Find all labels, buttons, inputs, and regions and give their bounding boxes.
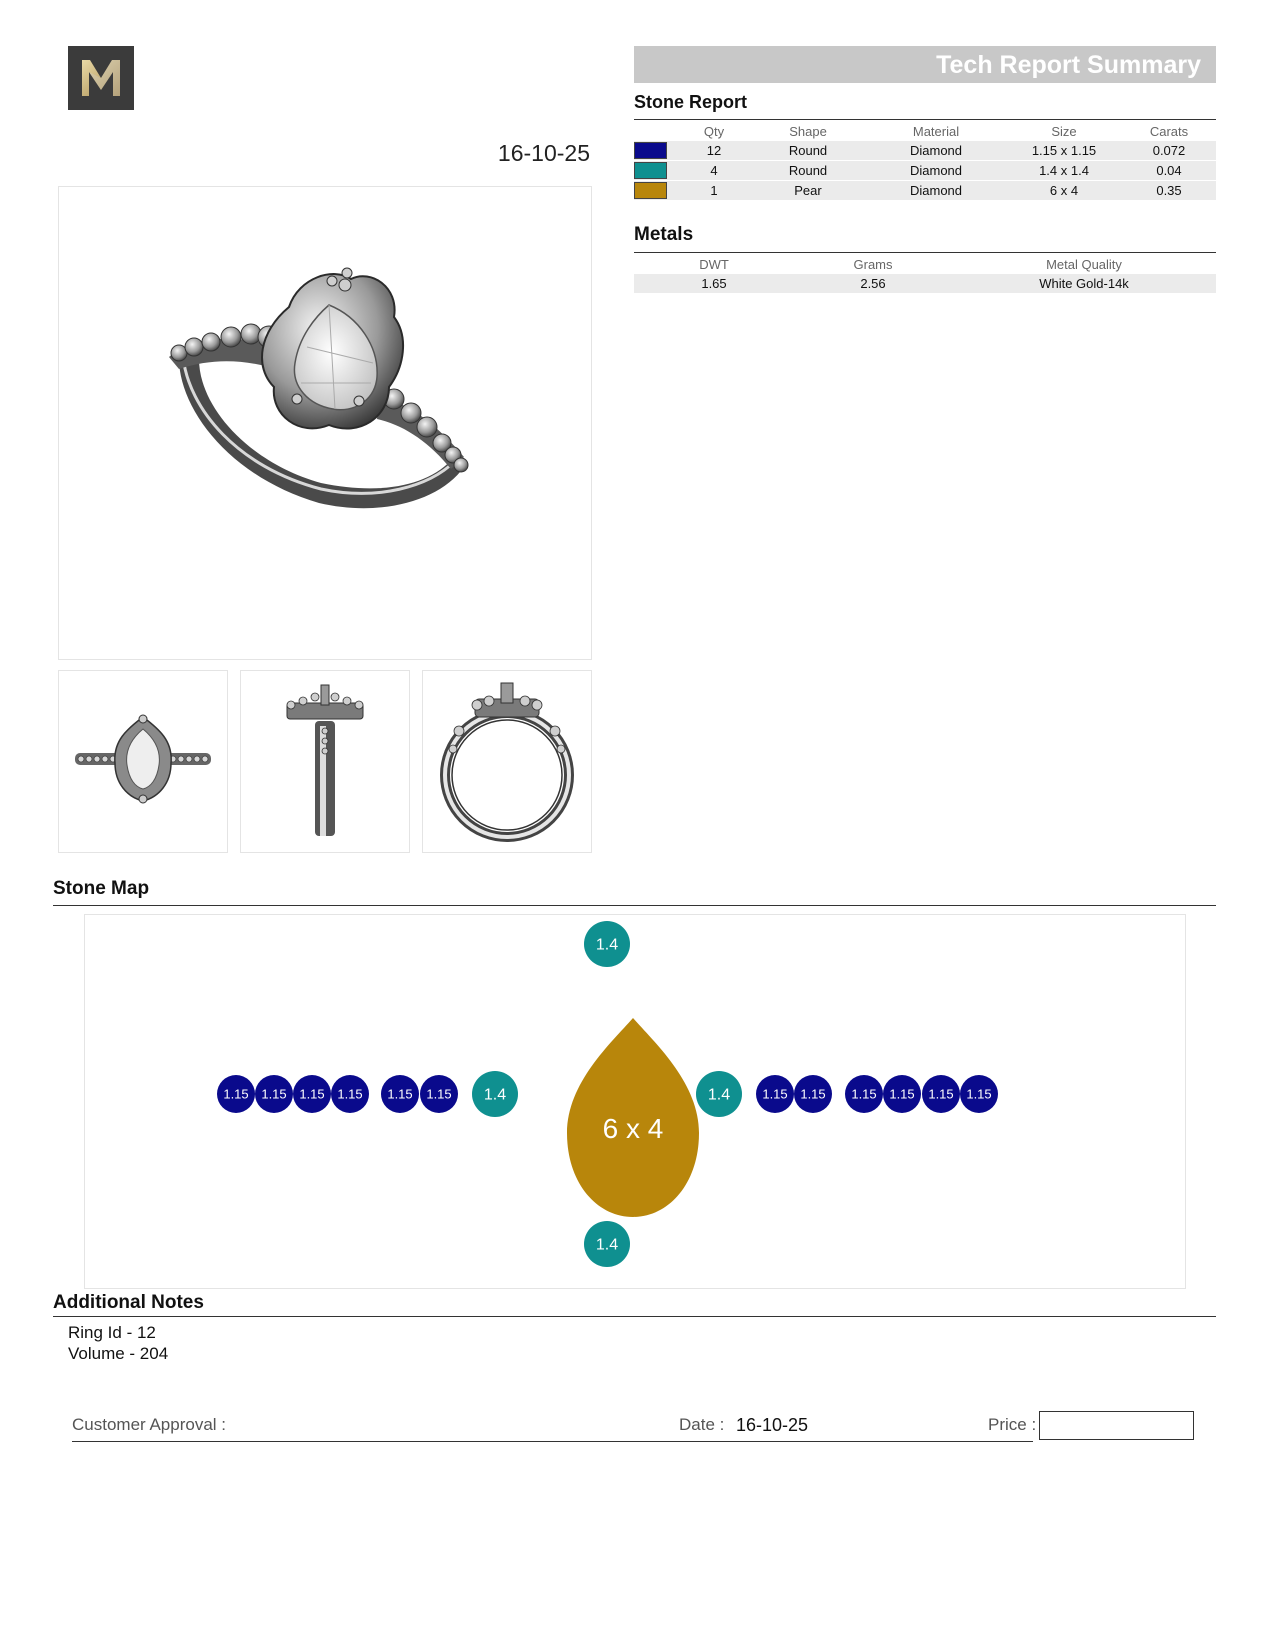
stone-map-diagram xyxy=(84,914,1186,1289)
report-date: 16-10-25 xyxy=(497,140,590,166)
ring-top-view-image xyxy=(58,670,228,853)
table-header-row xyxy=(634,255,1216,274)
carats-cell: 0.35 xyxy=(1122,181,1216,201)
small-stone-label: 1.15 xyxy=(851,1086,877,1102)
small-stone-label: 1.15 xyxy=(261,1086,287,1102)
ring-render-icon xyxy=(59,187,591,659)
ring-top-view-icon xyxy=(59,671,227,852)
small-stone-label: 1.15 xyxy=(337,1086,363,1102)
ring-side-view-icon xyxy=(241,671,409,852)
column-header-dwt: DWT xyxy=(699,257,729,272)
ring-front-view-image xyxy=(422,670,592,853)
qty-cell: 4 xyxy=(678,161,750,181)
report-title-bar: Tech Report Summary xyxy=(634,46,1216,83)
note-line: Ring Id - 12 xyxy=(68,1323,156,1342)
medium-stone-label: 1.4 xyxy=(483,1086,507,1104)
price-field[interactable] xyxy=(1039,1411,1194,1440)
table-row xyxy=(634,181,1216,201)
qty-cell: 12 xyxy=(678,141,750,161)
ring-front-view-icon xyxy=(423,671,591,852)
divider xyxy=(53,905,1216,906)
column-header-size: Size xyxy=(1051,124,1077,139)
color-swatch xyxy=(634,162,667,179)
column-header-metal-quality: Metal Quality xyxy=(1046,257,1122,272)
column-header-grams: Grams xyxy=(853,257,893,272)
medium-stone-label: 1.4 xyxy=(595,936,619,954)
divider xyxy=(634,119,1216,120)
small-stone-label: 1.15 xyxy=(762,1086,788,1102)
carats-cell: 0.04 xyxy=(1122,161,1216,181)
stone-map-canvas xyxy=(85,915,1185,1288)
approval-date-label: Date : xyxy=(679,1415,725,1434)
column-header-material: Material xyxy=(912,124,960,139)
table-row xyxy=(634,161,1216,181)
small-stone-label: 1.15 xyxy=(889,1086,915,1102)
metals-title: Metals xyxy=(634,224,694,245)
center-stone-label: 6 x 4 xyxy=(602,1113,664,1144)
medium-stone-label: 1.4 xyxy=(595,1236,619,1254)
qty-cell: 1 xyxy=(678,181,750,201)
additional-notes-title: Additional Notes xyxy=(53,1292,204,1313)
shape-cell: Round xyxy=(750,141,866,161)
divider xyxy=(634,252,1216,253)
small-stone-label: 1.15 xyxy=(966,1086,992,1102)
small-stone-label: 1.15 xyxy=(223,1086,249,1102)
column-header-qty: Qty xyxy=(703,124,725,139)
ring-perspective-image xyxy=(58,186,592,660)
material-cell: Diamond xyxy=(866,141,1006,161)
column-header-shape: Shape xyxy=(789,124,827,139)
shape-cell: Round xyxy=(750,161,866,181)
small-stone-label: 1.15 xyxy=(426,1086,452,1102)
shape-cell: Pear xyxy=(750,181,866,201)
divider xyxy=(53,1316,1216,1317)
table-row xyxy=(634,274,1216,293)
small-stone-label: 1.15 xyxy=(928,1086,954,1102)
medium-stone-label: 1.4 xyxy=(707,1086,731,1104)
customer-approval-label: Customer Approval : xyxy=(72,1415,227,1434)
logo-m-icon xyxy=(68,46,134,110)
column-header-carats: Carats xyxy=(1149,124,1189,139)
color-swatch xyxy=(634,182,667,199)
price-label: Price : xyxy=(988,1415,1037,1434)
material-cell: Diamond xyxy=(866,161,1006,181)
metals-table xyxy=(634,255,1216,293)
size-cell: 1.4 x 1.4 xyxy=(1006,161,1122,181)
small-stone-label: 1.15 xyxy=(800,1086,826,1102)
ring-side-view-image xyxy=(240,670,410,853)
dwt-cell: 1.65 xyxy=(634,274,794,293)
carats-cell: 0.072 xyxy=(1122,141,1216,161)
material-cell: Diamond xyxy=(866,181,1006,201)
note-line: Volume - 204 xyxy=(68,1344,169,1363)
color-swatch xyxy=(634,142,667,159)
small-stone-label: 1.15 xyxy=(387,1086,413,1102)
brand-logo xyxy=(68,46,134,110)
approval-date-value: 16-10-25 xyxy=(736,1415,809,1435)
stone-report-table xyxy=(634,122,1216,200)
metal-quality-cell: White Gold-14k xyxy=(952,274,1216,293)
size-cell: 1.15 x 1.15 xyxy=(1006,141,1122,161)
column-header-swatch xyxy=(634,122,678,141)
stone-report-title: Stone Report xyxy=(634,92,748,112)
table-header-row xyxy=(634,122,1216,141)
small-stone-label: 1.15 xyxy=(299,1086,325,1102)
size-cell: 6 x 4 xyxy=(1006,181,1122,201)
signature-line xyxy=(72,1441,1033,1442)
grams-cell: 2.56 xyxy=(794,274,952,293)
stone-map-title: Stone Map xyxy=(53,878,150,899)
table-row xyxy=(634,141,1216,161)
